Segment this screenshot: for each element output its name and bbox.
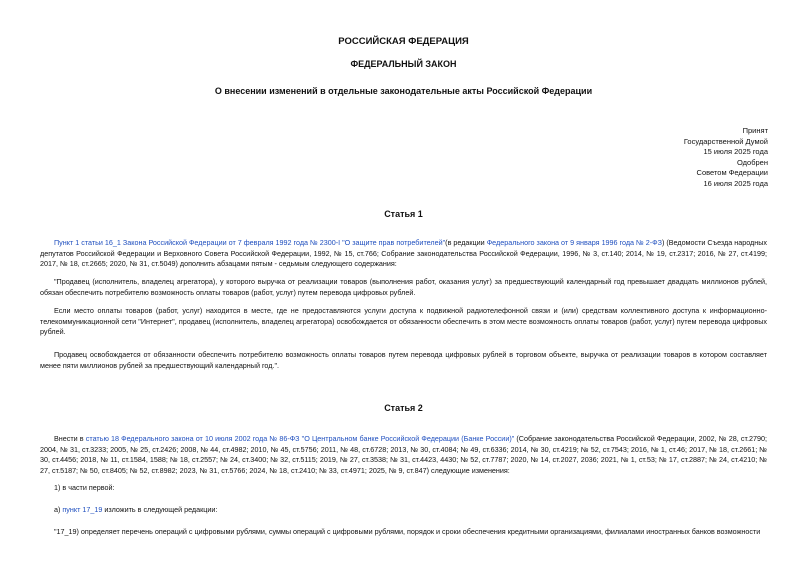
article-1-intro-text-1: (в редакции: [445, 238, 487, 247]
article-2-intro-text-2: (Собрание законодательства Российской Федерации, 2002, № 28, ст.2790; 2004, № 31, ст.3233; 2005, № 25, ст.2426; 2008, № 44, ст.4982; 2010, № 45, ст.5756; 2011, № 48, ст.6728; 2013, № 30, ст.4084; № 49, ст.6336; 2014, № 30, ст.4219; № 52, ст.7543; 2016, № 1, ст.46; 2017, № 18, ст.2661; № 30, ст.4456; 2018, № 11, ст.1584, 1588; № 18, ст.2557; № 24, ст.3400; № 32, ст.5115; 2019, № 27, ст.3538; № 31, ст.4423, 4430; № 52, ст.7787; 2020, № 14, ст.2027, 2036; 2021, № 1, ст.53; № 17, ст.2887; № 24, ст.4210; № 27, ст.5187; № 50, ст.8405; № 52, ст.8982; 2023, № 31, ст.5766; 2024, № 18, ст.2410; № 33, ст.4971; 2025, № 9, ст.847) следующие изменения:: [40, 434, 767, 475]
adoption-line-4: Одобрен: [737, 157, 768, 167]
point-17-19-link[interactable]: пункт 17_19: [62, 505, 103, 514]
article-2-item-a-quote: "17_19) определяет перечень операций с цифровыми рублями, суммы операций с цифровыми рублями, порядок и сроки обеспечения кредитными организациями, филиалами иностранных банков возможности: [54, 527, 761, 536]
article-1-intro: [40, 238, 767, 270]
article-1-heading: Статья 1: [384, 209, 423, 219]
article-2-heading: Статья 2: [384, 403, 423, 413]
adoption-line-2: Государственной Думой: [683, 136, 768, 146]
document-type: ФЕДЕРАЛЬНЫЙ ЗАКОН: [350, 59, 457, 69]
article-1-paragraph-1: "Продавец (исполнитель, владелец агрегатора), у которого выручка от реализации товаров (выполнения работ, оказания услуг) за предшествующий календарный год превышает двадцать миллионов рублей, обязан обеспечить потребителю возможность оплаты товаров (работ, услуг) путем перевода цифровых рублей.: [40, 277, 767, 297]
article-2-item-1: 1) в части первой:: [54, 483, 115, 492]
law-86fz-link[interactable]: статью 18 Федерального закона от 10 июля 2002 года № 86-ФЗ "О Центральном банке Российской Федерации (Банке России)": [85, 434, 515, 443]
article-1-intro-text-2: ) (Ведомости Съезда народных депутатов Российской Федерации и Верховного Совета Российской Федерации, 1992, № 15, ст.766; Собрание законодательства Российской Федерации, 1996, № 3, ст.140; 2014, № 19, ст.2317; 2016, № 27, ст.4199; 2017, № 18, ст.2665; 2020, № 31, ст.5049) дополнить абзацами пятым - седьмым следующего содержания:: [40, 238, 767, 268]
document-title: О внесении изменений в отдельные законодательные акты Российской Федерации: [214, 86, 593, 96]
article-2-intro-text-1: Внести в: [54, 434, 86, 443]
law-2300-link[interactable]: Пункт 1 статьи 16_1 Закона Российской Федерации от 7 февраля 1992 года № 2300-I "О защите прав потребителей": [54, 238, 446, 247]
country-heading: РОССИЙСКАЯ ФЕДЕРАЦИЯ: [338, 36, 469, 47]
adoption-line-1: Принят: [742, 126, 768, 135]
item-a-text-1: а): [54, 505, 63, 514]
law-2fz-link[interactable]: Федерального закона от 9 января 1996 года № 2-ФЗ: [486, 238, 662, 247]
adoption-line-3: 15 июля 2025 года: [703, 147, 768, 156]
adoption-line-6: 16 июля 2025 года: [703, 178, 768, 188]
item-a-text-2: изложить в следующей редакции:: [102, 505, 218, 514]
article-2-item-a: [40, 505, 767, 516]
article-1-paragraph-3: Продавец освобождается от обязанности обеспечить потребителю возможность оплаты товаров путем перевода цифровых рублей в торговом объекте, выручка от реализации товаров в котором составляет менее пяти миллионов рублей за предшествующий календарный год.".: [40, 350, 767, 370]
article-1-paragraph-2: Если место оплаты товаров (работ, услуг) находится в месте, где не предоставляются услуги доступа к подвижной радиотелефонной связи и (или) средствам коллективного доступа к информационно-телекоммуникационной сети "Интернет", продавец (исполнитель, владелец агрегатора) освобождается от обязанности обеспечить в этом месте возможность оплаты товаров (работ, услуг) путем перевода цифровых рублей.: [40, 306, 767, 336]
adoption-line-5: Советом Федерации: [696, 168, 768, 177]
article-2-intro: [40, 434, 767, 476]
adoption-stamp: [684, 126, 768, 189]
